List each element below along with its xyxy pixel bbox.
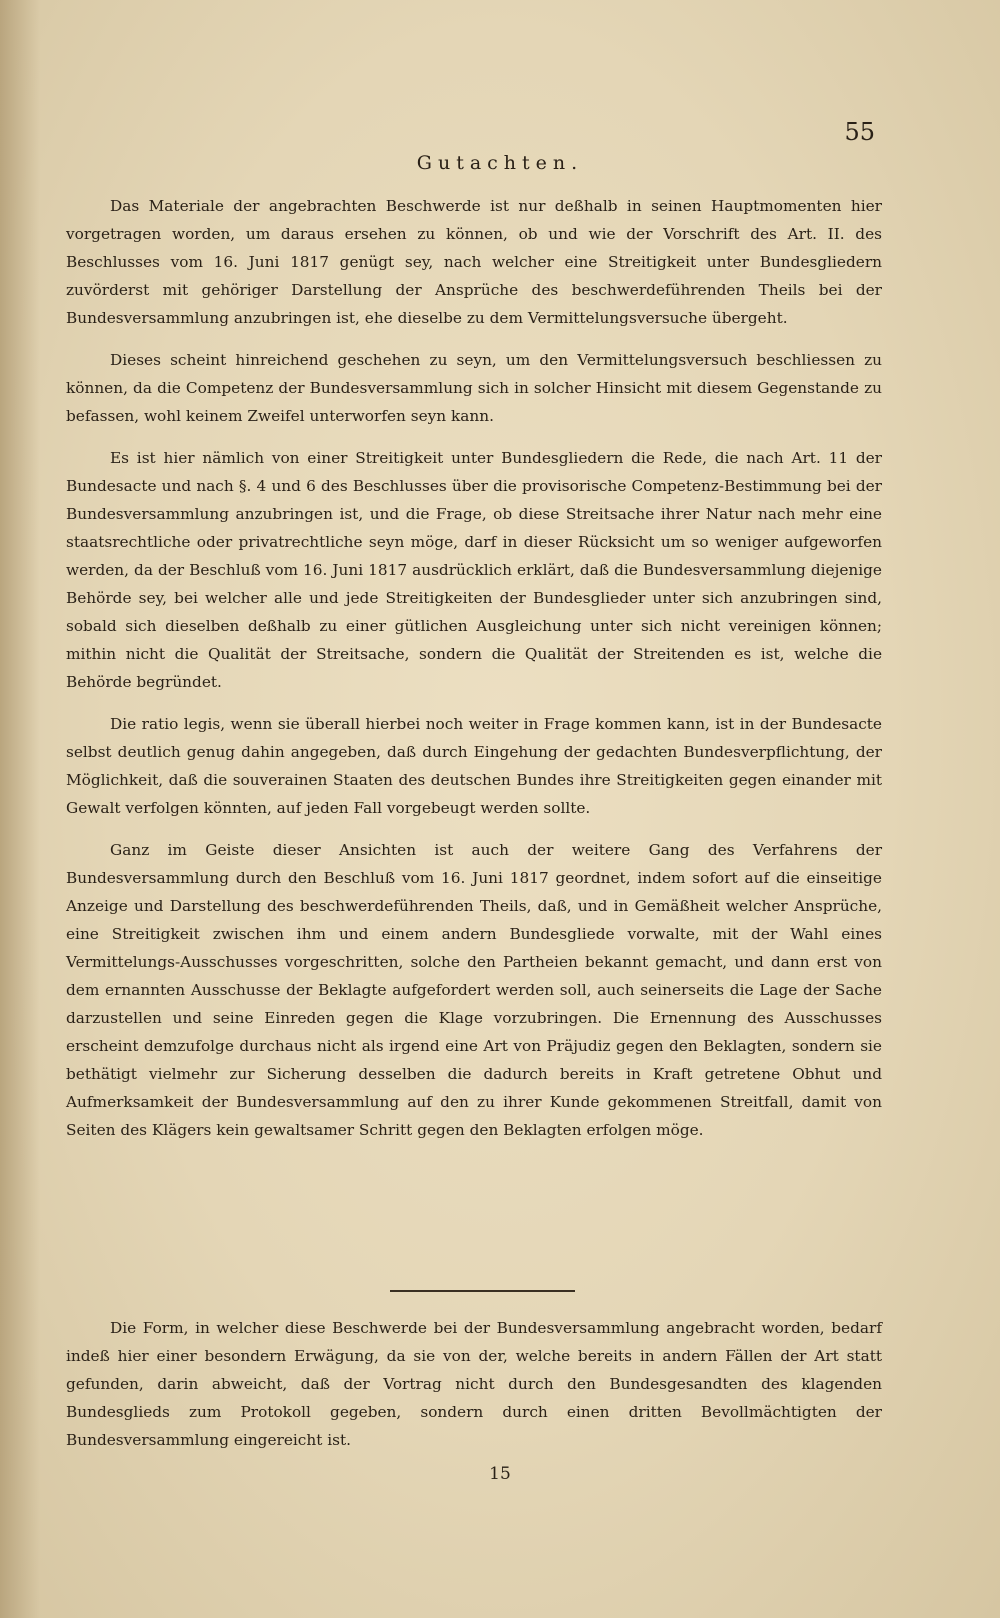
paragraph-6: Die Form, in welcher diese Beschwerde bei der Bundesversammlung angebracht worden, bedarf indeß hier einer besondern Erwägung, da sie von der, welche bereits in andern Fällen der Art statt gefunden, darin abweicht, daß der Vortrag nicht durch den Bundesgesandten des klagenden Bundesglieds zum Protokoll gegeben, sondern durch einen dritten Bevollmächtigten der Bundesversammlung eingereicht ist. bbox=[66, 1319, 882, 1449]
body-text-after-rule bbox=[66, 1314, 882, 1454]
page-number: 55 bbox=[844, 118, 875, 146]
paragraph-3: Es ist hier nämlich von einer Streitigkeit unter Bundesgliedern die Rede, die nach Art. 11 der Bundesacte und nach §. 4 und 6 des Beschlusses über die provisorische Competenz-Bestimmung bei der Bundesversammlung anzubringen ist, und die Frage, ob diese Streitsache ihrer Natur nach mehr eine staatsrechtliche oder privatrechtliche seyn möge, darf in dieser Rücksicht um so weniger aufgeworfen werden, da der Beschluß vom 16. Juni 1817 ausdrücklich erklärt, daß die Bundesversammlung diejenige Behörde sey, bei welcher alle und jede Streitigkeiten der Bundesglieder unter sich anzubringen sind, sobald sich dieselben deßhalb zu einer gütlichen Ausgleichung unter sich nicht vereinigen können; mithin nicht die Qualität der Streitsache, sondern die Qualität der Streitenden es ist, welche die Behörde begründet. bbox=[66, 449, 882, 691]
body-text bbox=[66, 192, 882, 1158]
paragraph-1: Das Materiale der angebrachten Beschwerde ist nur deßhalb in seinen Hauptmomenten hier vorgetragen worden, um daraus ersehen zu können, ob und wie der Vorschrift des Art. II. des Beschlusses vom 16. Juni 1817 genügt sey, nach welcher eine Streitigkeit unter Bundesgliedern zuvörderst mit gehöriger Darstellung der Ansprüche des beschwerdeführenden Theils bei der Bundesversammlung anzubringen ist, ehe dieselbe zu dem Vermittelungsversuche übergeht. bbox=[66, 197, 882, 327]
page-shadow bbox=[0, 0, 40, 1618]
paragraph-4: Die ratio legis, wenn sie überall hierbei noch weiter in Frage kommen kann, ist in der Bundesacte selbst deutlich genug dahin angegeben, daß durch Eingehung der gedachten Bundesverpflichtung, der Möglichkeit, daß die souverainen Staaten des deutschen Bundes ihre Streitigkeiten gegen einander mit Gewalt verfolgen könnten, auf jeden Fall vorgebeugt werden sollte. bbox=[66, 715, 882, 817]
horizontal-rule bbox=[390, 1290, 575, 1292]
paragraph-5: Ganz im Geiste dieser Ansichten ist auch der weitere Gang des Verfahrens der Bundesversammlung durch den Beschluß vom 16. Juni 1817 geordnet, indem sofort auf die einseitige Anzeige und Darstellung des beschwerdeführenden Theils, daß, und in Gemäßheit welcher Ansprüche, eine Streitigkeit zwischen ihm und einem andern Bundesgliede vorwalte, mit der Wahl eines Vermittelungs-Ausschusses vorgeschritten, solche den Partheien bekannt gemacht, und dann erst von dem ernannten Ausschusse der Beklagte aufgefordert werden soll, auch seinerseits die Lage der Sache darzustellen und seine Einreden gegen die Klage vorzubringen. Die Ernennung des Ausschusses erscheint demzufolge durchaus nicht als irgend eine Art von Präjudiz gegen den Beklagten, sondern sie bethätigt vielmehr zur Sicherung desselben die dadurch bereits in Kraft getretene Obhut und Aufmerksamkeit der Bundesversammlung auf den zu ihrer Kunde gekommenen Streitfall, damit von Seiten des Klägers kein gewaltsamer Schritt gegen den Beklagten erfolgen möge. bbox=[66, 841, 882, 1139]
paragraph-2: Dieses scheint hinreichend geschehen zu seyn, um den Vermittelungsversuch beschliessen zu können, da die Competenz der Bundesversammlung sich in solcher Hinsicht mit diesem Gegenstande zu befassen, wohl keinem Zweifel unterworfen seyn kann. bbox=[66, 351, 882, 425]
sheet-signature: 15 bbox=[489, 1464, 511, 1484]
section-heading: Gutachten. bbox=[416, 152, 584, 174]
